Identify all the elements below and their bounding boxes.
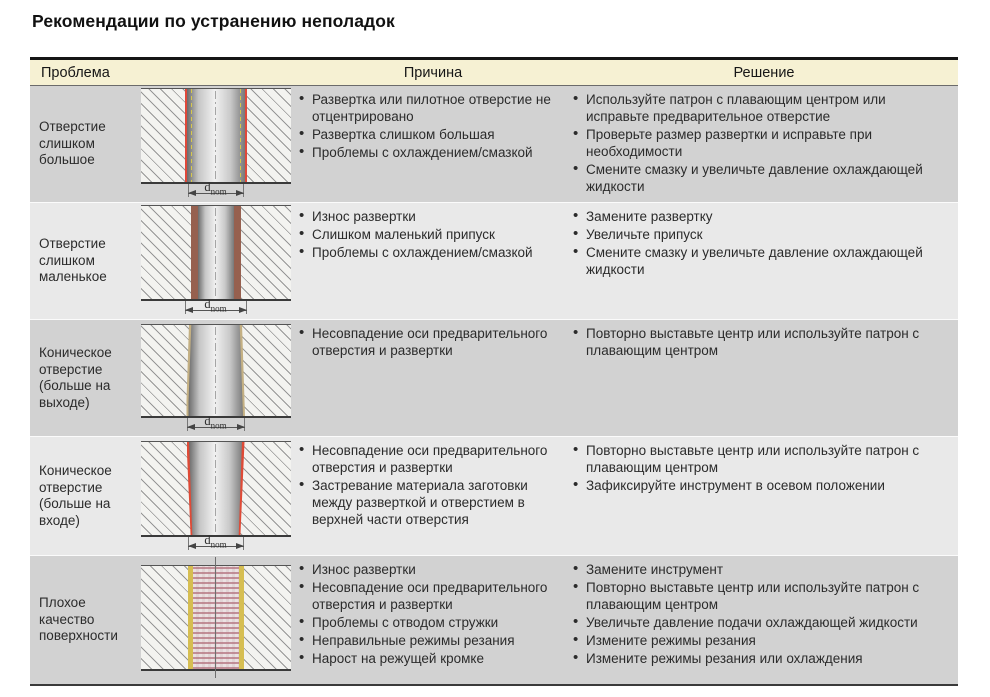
table-row (30, 86, 958, 203)
dim-label: $d_{nom}$ (204, 297, 227, 314)
cause-list (296, 556, 570, 684)
bullet-item: • Износ развертки (298, 208, 560, 225)
center-axis-line (215, 208, 217, 297)
bullet-item: • Проверьте размер развертки и исправьте при необходимости (572, 126, 948, 160)
diagram-cell (135, 203, 296, 319)
problem-label: Плохое качество поверхности (39, 595, 118, 644)
solution-list (570, 556, 958, 684)
column-header-problem: Проблема (41, 64, 110, 81)
diagram-cell (135, 556, 296, 684)
bullet-item: • Измените режимы резания или охлаждения (572, 650, 948, 667)
column-header-solution: Решение (733, 64, 795, 81)
solution-list (570, 86, 958, 202)
bullet-item: • Повторно выставьте центр или используйте патрон с плавающим центром (572, 579, 948, 613)
diagram-cell (135, 437, 296, 555)
workpiece-section (141, 205, 291, 301)
table-header-row (30, 57, 958, 86)
bullet-item: • Развертка или пилотное отверстие не отцентрировано (298, 91, 560, 125)
problem-label: Отверстие слишком маленькое (39, 236, 107, 285)
bullet-item: • Несовпадение оси предварительного отверстия и развертки (298, 442, 560, 476)
diagram-cell (135, 86, 296, 202)
problem-label: Коническое отверстие (больше на выходе) (39, 345, 112, 410)
dim-label: $d_{nom}$ (204, 533, 227, 550)
bullet-item: • Увеличьте припуск (572, 226, 948, 243)
bullet-item: • Замените инструмент (572, 561, 948, 578)
problem-label: Коническое отверстие (больше на входе) (39, 463, 112, 528)
bullet-item: • Проблемы с отводом стружки (298, 614, 560, 631)
cause-list (296, 437, 570, 555)
hole-diagram-poor-surface (141, 565, 291, 671)
bullet-item: • Увеличьте давление подачи охлаждающей жидкости (572, 614, 948, 631)
cause-list (296, 320, 570, 436)
dimension (141, 414, 291, 436)
bullet-item: • Замените развертку (572, 208, 948, 225)
bullet-item: • Повторно выставьте центр или используйте патрон с плавающим центром (572, 442, 948, 476)
bullet-item: • Зафиксируйте инструмент в осевом положении (572, 477, 948, 494)
workpiece-section (141, 441, 291, 537)
page-title: Рекомендации по устранению неполадок (32, 11, 395, 31)
table-row (30, 320, 958, 437)
table-row (30, 203, 958, 320)
center-axis-line (215, 444, 217, 533)
dim-label: $d_{nom}$ (204, 414, 227, 431)
center-axis-line (215, 91, 217, 180)
bullet-item: • Повторно выставьте центр или используйте патрон с плавающим центром (572, 325, 948, 359)
bullet-item: • Слишком маленький припуск (298, 226, 560, 243)
workpiece-section (141, 324, 291, 418)
bullet-item: • Несовпадение оси предварительного отверстия и развертки (298, 325, 560, 359)
bullet-item: • Развертка слишком большая (298, 126, 560, 143)
bullet-item: • Проблемы с охлаждением/смазкой (298, 244, 560, 261)
troubleshooting-table (30, 57, 958, 686)
dimension (141, 533, 291, 555)
bullet-item: • Износ развертки (298, 561, 560, 578)
problem-label: Отверстие слишком большое (39, 119, 106, 168)
center-axis-line (215, 327, 217, 414)
bullet-item: • Смените смазку и увеличьте давление охлаждающей жидкости (572, 161, 948, 195)
cause-list (296, 203, 570, 319)
bullet-item: • Смените смазку и увеличьте давление охлаждающей жидкости (572, 244, 948, 278)
dimension (141, 297, 291, 319)
hole-diagram-oversize (141, 88, 291, 202)
hole-diagram-undersize (141, 205, 291, 319)
bullet-item: • Несовпадение оси предварительного отверстия и развертки (298, 579, 560, 613)
diagram-cell (135, 320, 296, 436)
bullet-item: • Застревание материала заготовки между разверткой и отверстием в верхней части отверстия (298, 477, 560, 528)
cause-list (296, 86, 570, 202)
workpiece-section (141, 565, 291, 671)
dimension (141, 180, 291, 202)
table-row (30, 437, 958, 556)
workpiece-section (141, 88, 291, 184)
hole-diagram-taper-entry (141, 441, 291, 555)
bullet-item: • Нарост на режущей кромке (298, 650, 560, 667)
bullet-item: • Используйте патрон с плавающим центром или исправьте предварительное отверстие (572, 91, 948, 125)
bullet-item: • Неправильные режимы резания (298, 632, 560, 649)
bullet-item: • Измените режимы резания (572, 632, 948, 649)
dim-label: $d_{nom}$ (204, 180, 227, 197)
center-axis-line (215, 557, 217, 678)
solution-list (570, 320, 958, 436)
bullet-item: • Проблемы с охлаждением/смазкой (298, 144, 560, 161)
hole-diagram-taper-exit (141, 324, 291, 436)
column-header-cause: Причина (403, 64, 463, 81)
solution-list (570, 203, 958, 319)
table-row (30, 556, 958, 686)
solution-list (570, 437, 958, 555)
